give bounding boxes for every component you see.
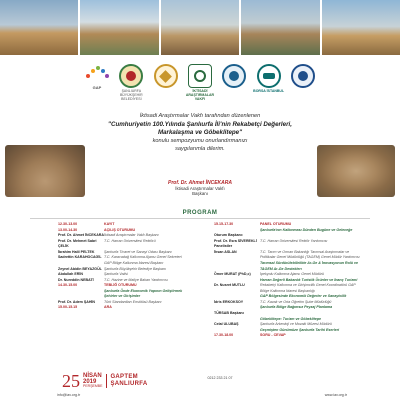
iav-logo: İKTİSADİ ARAŞTIRMALAR VAKFI <box>183 64 217 102</box>
vakif-seal-icon <box>222 64 246 88</box>
event-year: 2019 <box>83 379 97 386</box>
sponsor-logos <box>80 64 320 104</box>
event-date-block <box>62 370 182 392</box>
speaker-role: İpekyolu Kalkınma Ajansı Genel Müdürü <box>260 272 324 277</box>
municipality-seal-icon <box>119 64 143 88</box>
speaker-role: Şanlıurfa Arkeoloji ve Mozaik Müzesi Müdürü <box>260 322 332 327</box>
program-left-column <box>58 222 198 311</box>
speaker-name: Sadrettin KARAHOCAGİL <box>58 255 102 260</box>
event-month-year <box>83 373 102 389</box>
speaker-name: Prof. Dr. Mehmet Sabri ÇELİK <box>58 238 97 249</box>
session-time: 15.00-15.15 <box>58 305 78 310</box>
sanliurfa-photo-5 <box>322 0 400 55</box>
sanliurfa-photo-3 <box>161 0 239 55</box>
speaker-name: Celal ULUBAŞ <box>214 322 239 327</box>
contact-phone: 0212 233 21 07 <box>207 376 233 380</box>
vakif-logo <box>217 64 251 90</box>
signatory-title-2: Başkanı <box>192 191 208 197</box>
talk-title: Harran Değerli Bakanlık Turistik Ürünler ve İnanç Turizmi <box>260 277 358 282</box>
speaker-name: Prof. Dr. Esra SİVEREKLİ <box>214 238 257 243</box>
speaker-role: Şanlıurfa Ticaret ve Sanayi Odası Başkanı <box>104 249 172 254</box>
speaker-role: T.C. Hazine ve Maliye Bakan Yardımcısı <box>104 277 168 282</box>
talk-title: Şanlıurfa Önde Ekonomik Yapının Geliştirmek <box>104 288 183 293</box>
speaker-name: Oturum Başkanı: <box>214 233 243 238</box>
gap-logo: GAP <box>80 64 114 90</box>
borsa-istanbul-emblem-icon <box>257 64 281 88</box>
session-title: ARA <box>104 305 112 310</box>
session-title: KAYIT <box>104 222 115 226</box>
speaker-role: İktisadi Araştırmalar Vakfı Başkanı <box>104 233 159 238</box>
talk-title: Şanlıurfa'nın Kalkınması Dünden Bugüne ve Geleceğe <box>260 227 353 232</box>
gobeklitepe-photo-right <box>317 145 395 197</box>
session-title: PANEL OTURUMU <box>260 222 292 226</box>
speaker-name: İbrahim Halil PELTEK <box>58 249 95 254</box>
sanliurfa-buyuksehir-logo: ŞANLIURFA BÜYÜKŞEHİR BELEDİYESİ <box>114 64 148 102</box>
haliliye-logo <box>149 64 183 90</box>
talk-title: Geçmişten Günümüze Şanlıurfa Tarihi Eserleri <box>260 327 340 332</box>
invitation-line-1: İktisadi Araştırmalar Vakfı tarafından düzenlenen <box>139 113 261 119</box>
sanliurfa-photo-1 <box>0 0 78 55</box>
session-title: SORU - CEVAP <box>260 333 286 338</box>
talk-title: GAP Bölgesinde Ekonomik Değerler ve Sanayicilik <box>260 294 347 299</box>
talk-title: Tarımsal Sürdürülebilirlikte Ar-Ge & İnovasyonun Rolü ve TAGEM Ar-Ge Desteklerı <box>260 260 358 271</box>
venue-city: ŞANLIURFA <box>110 381 148 387</box>
speaker-name <box>214 261 260 272</box>
speaker-name: Zeynel Abidin BEYAZGÜL <box>58 266 102 271</box>
speaker-role: T.C. Kavak ve Orta Öğretim Şube Müdürlüğü <box>260 299 332 304</box>
speaker-name: Prof. Dr. Ahmet İNCEKARA <box>58 233 104 238</box>
session-title: AÇILIŞ OTURUMU <box>104 227 136 232</box>
program-heading: PROGRAM <box>182 210 218 216</box>
speaker-name: Abdullah ERİN <box>58 272 83 277</box>
program-row <box>214 250 364 261</box>
speaker-role: Türk Standardları Enstitüsü Başkanı <box>104 299 162 304</box>
signatory-title-1: İktisadi Araştırmalar Vakfı <box>175 186 225 191</box>
iav-emblem-icon <box>188 64 212 88</box>
talk-title: Şanlıurfa Bölge Bağımsız Peyzaj Planlama <box>260 305 333 310</box>
event-venue <box>106 374 147 387</box>
signatory-name: Prof. Dr. Ahmet İNCEKARA <box>168 180 232 186</box>
speaker-name: Dr. Nusret MUTLU <box>214 283 245 288</box>
header-photo-strip <box>0 0 400 55</box>
speaker-role: Şanlıurfa Valisi <box>104 272 128 277</box>
gap-dots-icon <box>84 64 110 84</box>
sanliurfa-photo-4 <box>241 0 319 55</box>
venue-name: GAPTEM <box>110 374 138 381</box>
gobeklitepe-photo-left <box>5 145 85 197</box>
speaker-role: GAP Bölge Kalkınma İdaresi Başkanı <box>104 260 164 265</box>
program-divider <box>30 218 370 219</box>
program-row <box>214 283 364 294</box>
speaker-name: İhsan ASLAN <box>214 249 237 254</box>
session-time: 15.15-17.30 <box>214 222 234 226</box>
invitation-line-4: konulu sempozyumu onurlandırmanızı <box>152 138 248 145</box>
session-time: 12.30-13.00 <box>58 222 78 226</box>
sanliurfa-photo-2 <box>80 0 158 55</box>
session-time: 13.00-14.30 <box>58 227 78 232</box>
event-weekday: PERŞEMBE <box>83 384 103 389</box>
harran-logo <box>286 64 320 90</box>
contact-email[interactable]: info@iav.org.tr <box>57 393 81 397</box>
program-row <box>214 333 364 339</box>
talk-title: Şehirler ve Girişimler <box>104 294 141 299</box>
invitation-line-5: saygılarımla dilerim. <box>175 145 225 152</box>
speaker-name: TÜRSAB Başkanı <box>214 311 244 315</box>
invitation-title-line: "Cumhuriyetin 100.Yılında Şanlıurfa İli'nin Rekabetçi Değerleri, <box>108 121 292 128</box>
session-title: TEBLİĞ OTURUMU <box>104 283 137 288</box>
contact-website[interactable]: www.iav.org.tr <box>324 393 347 397</box>
speaker-name: İdris ERKOKSOY <box>214 299 244 304</box>
signature-block <box>140 180 260 197</box>
harran-seal-icon <box>291 64 315 88</box>
speaker-role: T.C. Karacadağ Kalkınma Ajansı Genel Sekreteri <box>104 255 182 260</box>
borsa-istanbul-logo: BORSA İSTANBUL <box>252 64 286 94</box>
speaker-role: T.C. Harran Üniversitesi Rektörü <box>104 238 156 243</box>
invitation-text <box>95 113 305 153</box>
speaker-role: Şanlıurfa Büyükşehir Belediye Başkanı <box>104 266 166 271</box>
speaker-role: T.C. Harran Üniversitesi Rektör Yardımcısı <box>260 238 328 243</box>
program-row <box>58 305 198 311</box>
session-time: 17.30-18.00 <box>214 333 234 338</box>
event-month: NİSAN <box>83 373 102 380</box>
event-day: 25 <box>62 371 80 391</box>
speaker-name: Panelistler <box>214 244 233 249</box>
program-right-column <box>214 222 364 339</box>
contact-footer <box>57 393 347 397</box>
program-row <box>58 239 198 250</box>
invitation-title-line-2: Markalaşma ve Göbeklitepe" <box>157 129 243 137</box>
speaker-name: Ömer MURAT (PhD,c) <box>214 272 251 277</box>
speaker-role: Rekabetçi Kalkınma ve Girişimcilik Genel Koordinatörü GAP Bölge Kalkınma İdaresi Başkanlığı <box>260 283 356 293</box>
speaker-role: T.C. Tarım ve Orman Bakanlığı Tarımsal Araştırmalar ve Politikalar Genel Müdürlüğü (TAGEM) Genel Müdür Yardımcısı <box>260 249 360 260</box>
speaker-name: Prof. Dr. Adem ŞAHİN <box>58 299 96 304</box>
session-time: 14.30-15.00 <box>58 283 78 288</box>
speaker-name: Dr. Nureddin NEBATİ <box>58 277 94 282</box>
program-row <box>214 261 364 272</box>
talk-title: Göbeklitepe: Turizm ve Göbeklitepe <box>260 316 322 321</box>
haliliye-seal-icon <box>154 64 178 88</box>
